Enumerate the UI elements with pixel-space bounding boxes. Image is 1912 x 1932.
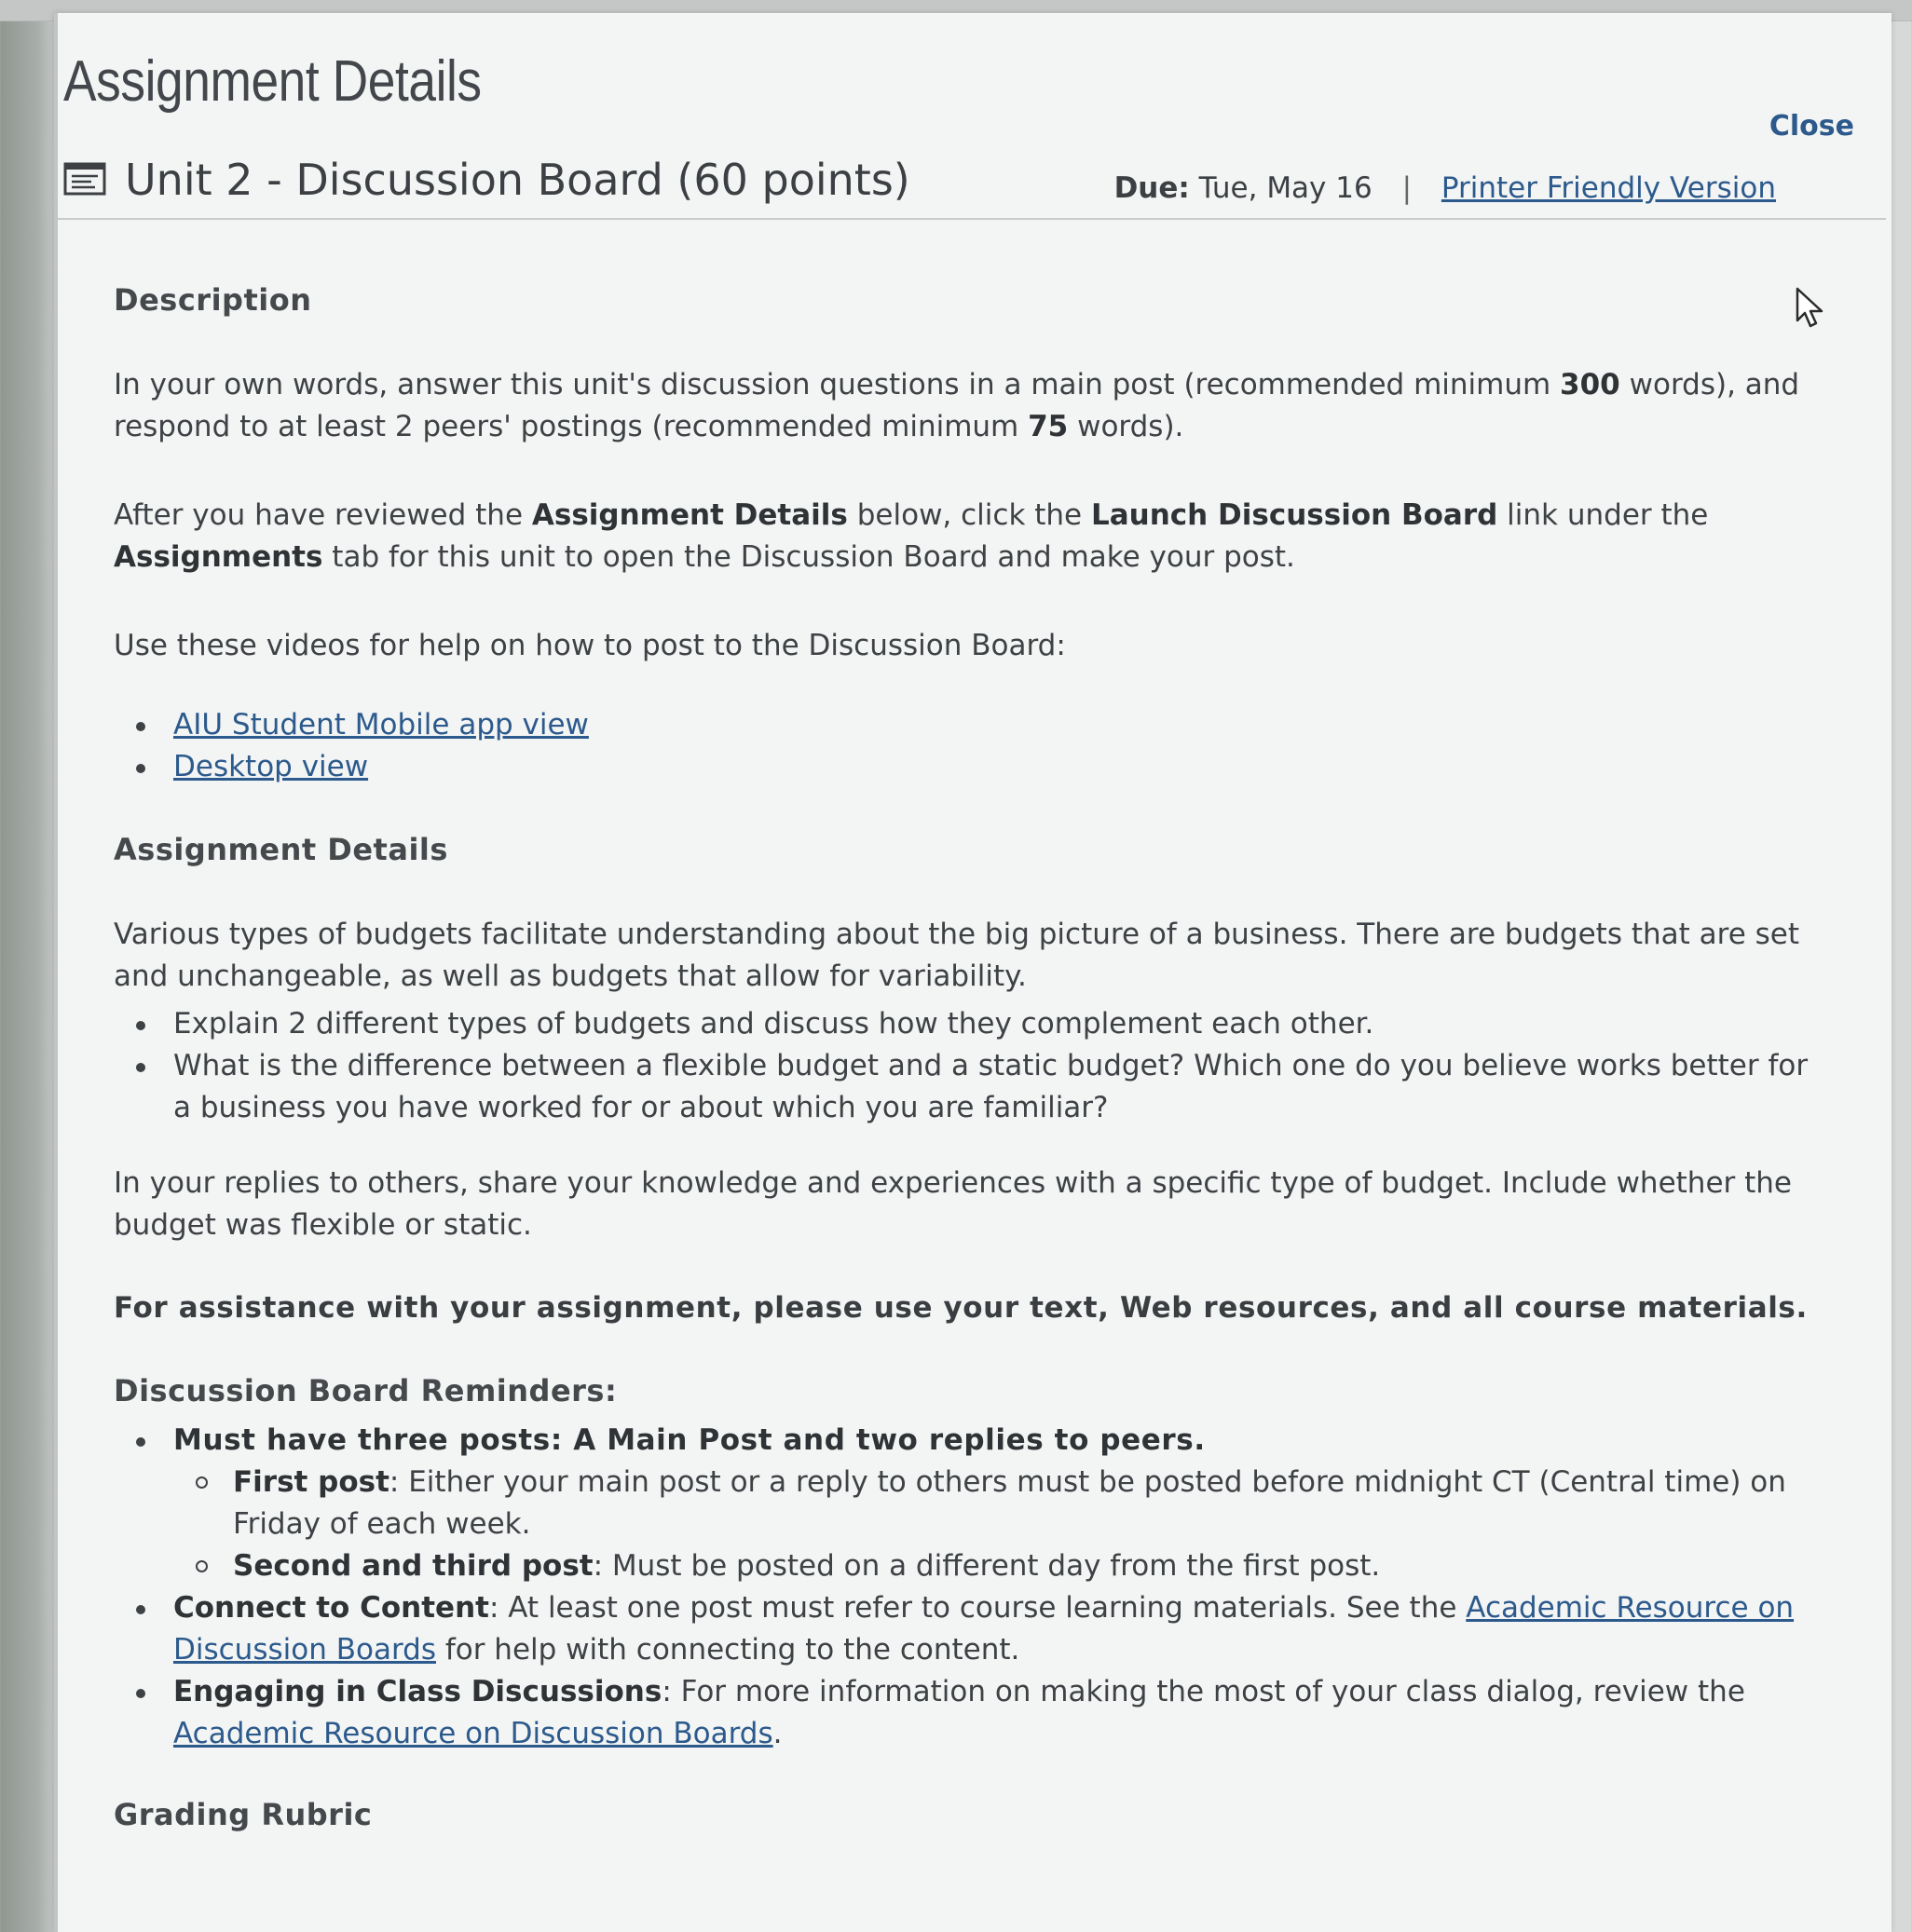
engaging-discussions-text: : For more information on making the most of your class dialog, review the (662, 1675, 1745, 1708)
list-item (114, 704, 1823, 746)
description-paragraph-1 (114, 364, 1823, 448)
post-timing-sublist (173, 1462, 1823, 1587)
p1-bold-75: 75 (1028, 410, 1069, 443)
mobile-app-view-link[interactable]: AIU Student Mobile app view (173, 708, 589, 742)
reminder-three-posts: Must have three posts: A Main Post and two replies to peers. (173, 1423, 1206, 1457)
reminders-list (114, 1420, 1823, 1755)
list-item (173, 1545, 1823, 1587)
due-label: Due: (1113, 171, 1190, 205)
due-value: Tue, May 16 (1198, 171, 1373, 205)
first-post-text: : Either your main post or a reply to others must be posted before midnight CT (Central time) on Friday of each week. (233, 1465, 1786, 1541)
list-item: What is the difference between a flexible budget and a static budget? Which one do you believe works better for a business you have worked for or about which you are familiar? (114, 1045, 1823, 1129)
p2-text-3: link under the (1497, 498, 1709, 532)
second-third-post-text: : Must be posted on a different day from the first post. (593, 1549, 1381, 1583)
due-date-block (1114, 171, 1776, 205)
connect-to-content-text: : At least one post must refer to course learning materials. See the (488, 1591, 1467, 1625)
assignment-details-heading: Assignment Details (114, 832, 448, 867)
list-item (114, 746, 1823, 788)
printer-friendly-link[interactable]: Printer Friendly Version (1441, 171, 1776, 205)
p1-text-3: words). (1068, 410, 1184, 443)
p2-text-2: below, click the (847, 498, 1091, 532)
description-paragraph-2 (114, 495, 1823, 578)
engaging-discussions-tail: . (772, 1717, 783, 1750)
video-links-list (114, 704, 1823, 788)
connect-to-content-tail: for help with connecting to the content. (435, 1633, 1020, 1667)
list-item (114, 1671, 1823, 1755)
list-item (114, 1587, 1823, 1671)
header-separator: | (1401, 171, 1413, 205)
close-button[interactable]: Close (1769, 110, 1854, 143)
p1-text-1: In your own words, answer this unit's discussion questions in a main post (recommended minimum (114, 368, 1561, 401)
videos-intro: Use these videos for help on how to post to the Discussion Board: (114, 629, 1066, 662)
engaging-discussions-label: Engaging in Class Discussions (173, 1675, 662, 1708)
p2-text-4: tab for this unit to open the Discussion Board and make your post. (322, 540, 1295, 574)
list-item (114, 1420, 1823, 1587)
discussion-document-icon (63, 162, 106, 196)
list-item (173, 1462, 1823, 1545)
replies-paragraph: In your replies to others, share your knowledge and experiences with a specific type of budget. Include whether the budget was flexible or static. (114, 1166, 1792, 1242)
assignment-title: Unit 2 - Discussion Board (60 points) (125, 155, 910, 205)
second-third-post-label: Second and third post (233, 1549, 594, 1583)
connect-to-content-label: Connect to Content (173, 1591, 489, 1625)
assignment-questions-list (114, 1003, 1823, 1129)
assignment-header (63, 151, 1776, 212)
header-divider (58, 218, 1886, 220)
list-item: Explain 2 different types of budgets and discuss how they complement each other. (114, 1003, 1823, 1045)
assistance-paragraph: For assistance with your assignment, please use your text, Web resources, and all course materials. (114, 1291, 1808, 1325)
p2-bold-assignment-details: Assignment Details (531, 498, 848, 532)
p1-bold-300: 300 (1560, 368, 1620, 401)
reminders-heading: Discussion Board Reminders: (114, 1373, 618, 1408)
p2-text-1: After you have reviewed the (114, 498, 532, 532)
assignment-intro: Various types of budgets facilitate understanding about the big picture of a business. There are budgets that are set and unchangeable, as well as budgets that allow for variability. (114, 918, 1800, 993)
description-heading: Description (114, 282, 312, 318)
academic-resource-link-2[interactable]: Academic Resource on Discussion Boards (173, 1717, 773, 1750)
p1-text-2: words), and respond to at least 2 peers' postings (recommended minimum (114, 368, 1800, 443)
p2-bold-assignments: Assignments (114, 540, 323, 574)
academic-resource-link-1[interactable]: Academic Resource on Discussion Boards (173, 1591, 1795, 1667)
first-post-label: First post (233, 1465, 389, 1499)
grading-rubric-heading: Grading Rubric (114, 1797, 373, 1832)
desktop-view-link[interactable]: Desktop view (173, 750, 369, 783)
page-title: Assignment Details (63, 49, 482, 114)
assignment-content (114, 279, 1823, 1836)
p2-bold-launch-discussion-board: Launch Discussion Board (1090, 498, 1498, 532)
